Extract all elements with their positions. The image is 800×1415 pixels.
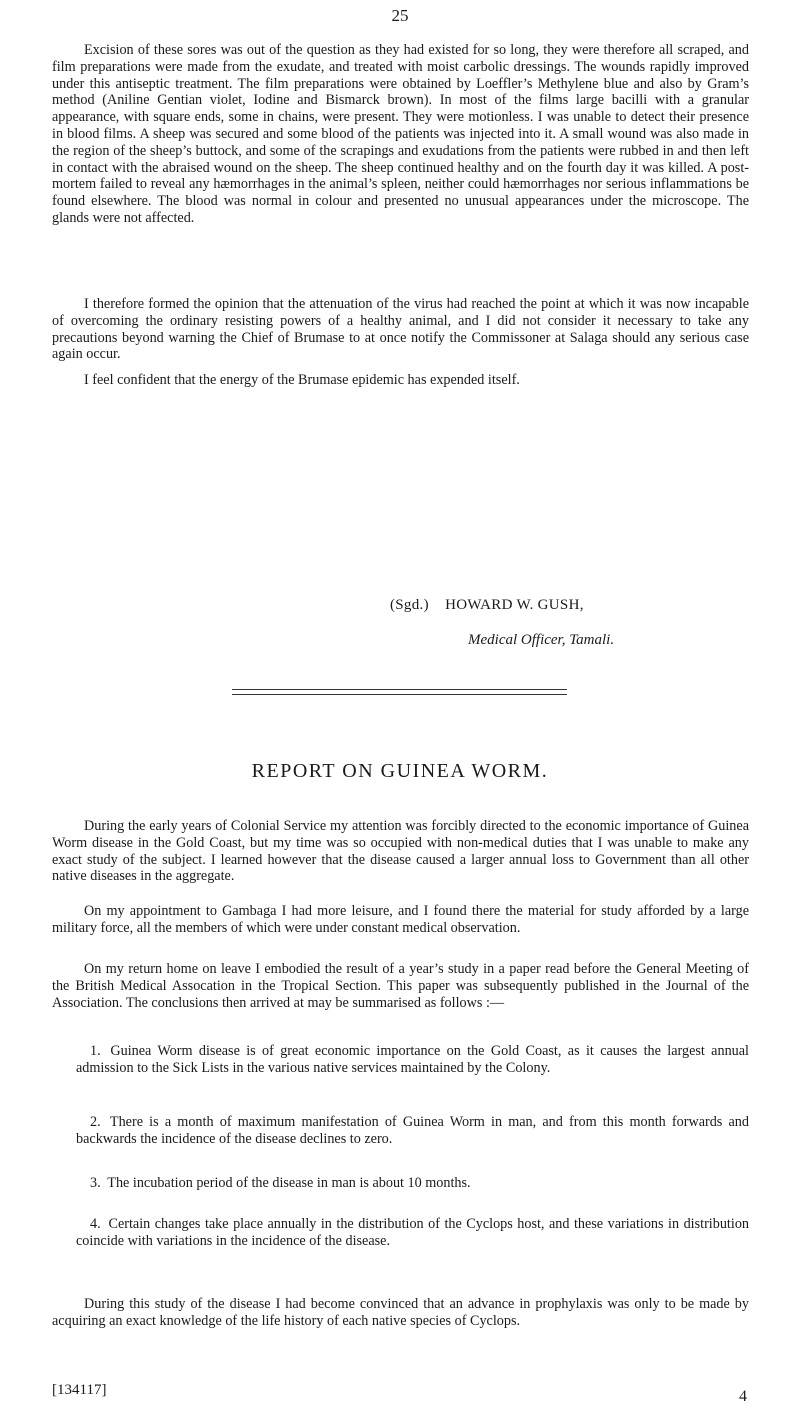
section-divider	[232, 689, 567, 695]
conclusion-text: Guinea Worm disease is of great economic importance on the Gold Coast, as it causes the largest annual admission to the Sick Lists in the various native services maintained by the Colony.	[76, 1043, 749, 1076]
conclusion-number: 4.	[90, 1216, 101, 1232]
conclusion-number: 1.	[90, 1043, 101, 1059]
report-paragraph-early-years: During the early years of Colonial Service my attention was forcibly directed to the economic importance of Guinea Worm disease in the Gold Coast, but my time was so occupied with non-medical duties that I was unable to make any exact study of the subject. I learned however that the disease caused a larger annual loss to Government than all other native diseases in the aggregate.	[52, 818, 749, 885]
conclusion-item-1	[76, 1043, 749, 1077]
conclusion-text: There is a month of maximum manifestation of Guinea Worm in man, and from this month forwards and backwards the incidence of the disease declines to zero.	[76, 1114, 749, 1147]
conclusion-number: 3.	[90, 1175, 101, 1191]
report-paragraph-prophylaxis: During this study of the disease I had become convinced that an advance in prophylaxis was only to be made by acquiring an exact knowledge of the life history of each native species of Cyclops.	[52, 1296, 749, 1329]
conclusion-item-2	[76, 1114, 749, 1148]
signature-title: Medical Officer, Tamali.	[468, 632, 615, 648]
conclusion-item-4	[76, 1216, 749, 1250]
report-paragraph-gambaga: On my appointment to Gambaga I had more leisure, and I found there the material for study afforded by a large military force, all the members of which were under constant medical observation.	[52, 903, 749, 936]
printer-signature-mark: [134117]	[52, 1382, 107, 1398]
conclusion-item-3	[76, 1175, 749, 1192]
conclusion-text: The incubation period of the disease in man is about 10 months.	[107, 1175, 471, 1191]
conclusion-number: 2.	[90, 1114, 101, 1130]
paragraph-attenuation: I therefore formed the opinion that the attenuation of the virus had reached the point at which it was now incapable of overcoming the ordinary resisting powers of a healthy animal, and I did not consider it necessary to take any precautions beyond warning the Chief of Brumase to at once notify the Commissoner at Salaga should any serious case again occur.	[52, 296, 749, 363]
page-number: 25	[391, 6, 409, 25]
paragraph-excision: Excision of these sores was out of the question as they had existed for so long, they were therefore all scraped, and film preparations were made from the exudate, and treated with moist carbolic dressings. The wounds rapidly improved under this antiseptic treatment. The film preparations were obtained by Loeffler’s Methylene blue and also by Gram’s method (Aniline Gentian violet, Iodine and Bismarck brown). In most of the films large bacilli with a granular appearance, with square ends, some in chains, were present. They were motionless. I was unable to detect their presence in blood films. A sheep was secured and some blood of the patients was injected into it. A small wound was also made in the region of the sheep’s buttock, and some of the scrapings and exudations from the patients were rubbed in and then left in contact with the abraised wound on the sheep. The sheep continued healthy and on the fourth day it was killed. A post-mortem failed to reveal any hæmorrhages in the animal’s spleen, neither could hæmorrhages nor serious inflammations be found elsewhere. The blood was normal in colour and presented no unusual appearances under the microscope. The glands were not affected.	[52, 42, 749, 226]
signature-number: 4	[739, 1388, 747, 1405]
report-paragraph-paper: On my return home on leave I embodied the result of a year’s study in a paper read before the General Meeting of the British Medical Assocation in the Tropical Section. This paper was subsequently published in the Journal of the Association. The conclusions then arrived at may be summarised as follows :—	[52, 961, 749, 1011]
conclusion-text: Certain changes take place annually in the distribution of the Cyclops host, and these variations in distribution coincide with variations in the incidence of the disease.	[76, 1216, 750, 1249]
signature-name: (Sgd.) HOWARD W. GUSH,	[390, 597, 584, 613]
report-heading: REPORT ON GUINEA WORM.	[251, 760, 549, 782]
paragraph-conclusion: I feel confident that the energy of the Brumase epidemic has expended itself.	[84, 372, 520, 388]
